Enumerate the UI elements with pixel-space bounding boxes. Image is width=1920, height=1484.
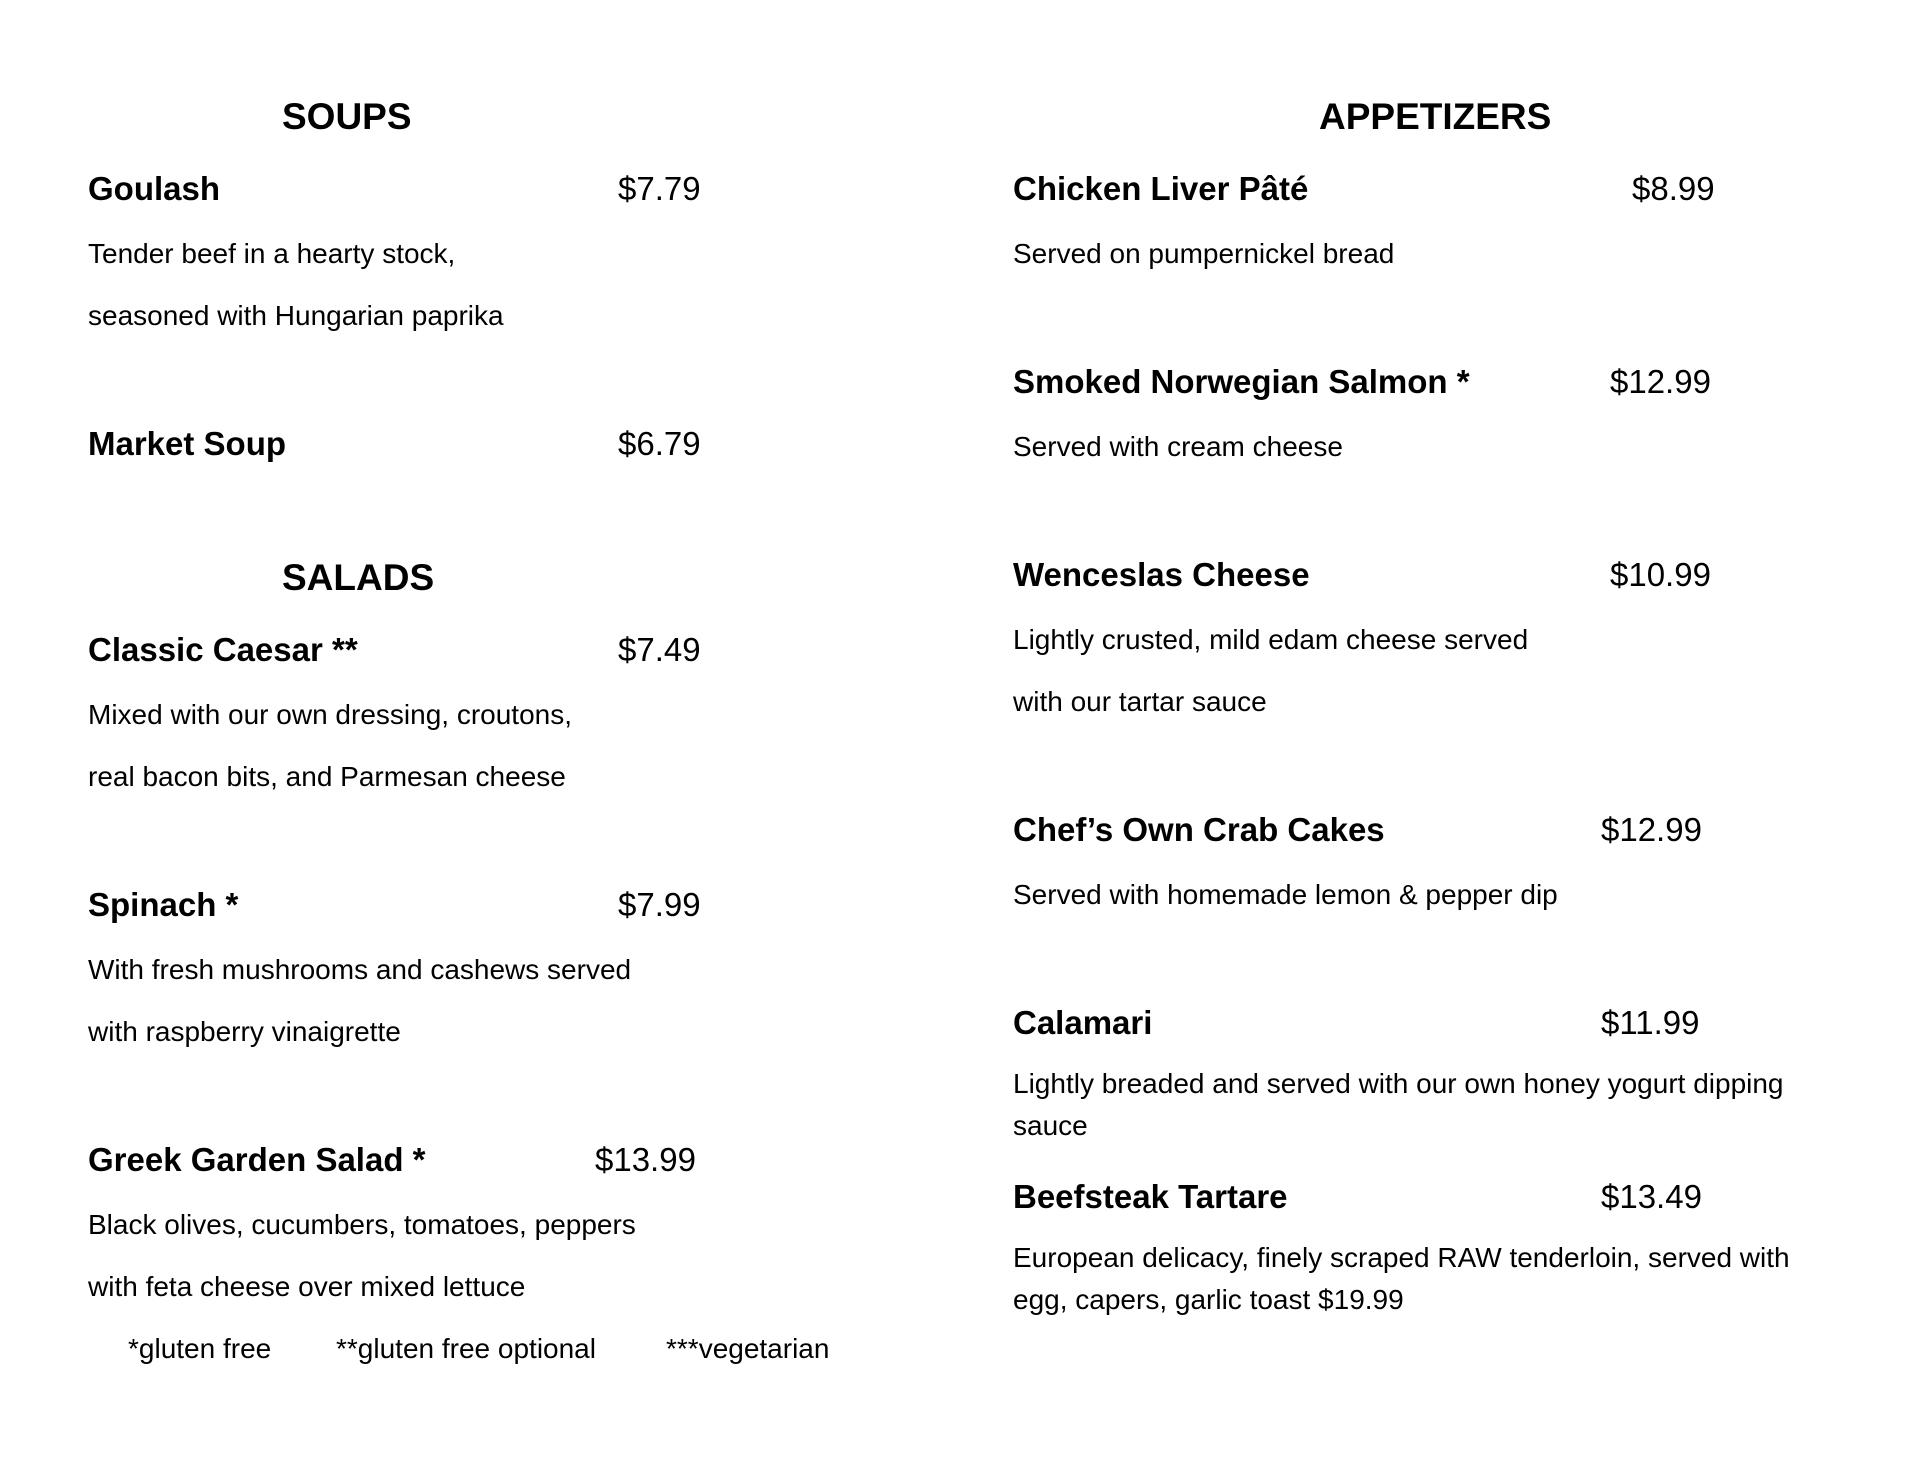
appetizers-heading: APPETIZERS bbox=[1319, 96, 1552, 137]
menu-item-name: Spinach * bbox=[88, 886, 239, 923]
menu-item-price: $12.99 bbox=[1610, 363, 1711, 400]
menu-item-name: Wenceslas Cheese bbox=[1013, 556, 1310, 593]
legend-vegetarian: ***vegetarian bbox=[666, 1333, 830, 1364]
menu-item-description: real bacon bits, and Parmesan cheese bbox=[88, 761, 566, 792]
menu-item-description: Mixed with our own dressing, croutons, bbox=[88, 699, 572, 730]
menu-item-description: Served on pumpernickel bread bbox=[1013, 238, 1395, 269]
menu-item-description: Black olives, cucumbers, tomatoes, peppers bbox=[88, 1209, 636, 1240]
menu-item-name: Goulash bbox=[88, 170, 221, 207]
menu-item-name: Beefsteak Tartare bbox=[1013, 1178, 1288, 1215]
menu-item-price: $13.49 bbox=[1601, 1178, 1702, 1215]
menu-item-name: Market Soup bbox=[88, 425, 287, 462]
salads-heading: SALADS bbox=[282, 557, 435, 598]
menu-item-name: Calamari bbox=[1013, 1004, 1153, 1041]
menu-item-price: $7.99 bbox=[618, 886, 701, 923]
menu-item-name: Greek Garden Salad * bbox=[88, 1141, 426, 1178]
menu-item-description: Tender beef in a hearty stock, bbox=[88, 238, 456, 269]
menu-item-description: With fresh mushrooms and cashews served bbox=[88, 954, 632, 985]
menu-item-description: with our tartar sauce bbox=[1013, 686, 1267, 717]
legend-gluten-free: *gluten free bbox=[128, 1333, 272, 1364]
menu-item-name: Chicken Liver Pâté bbox=[1013, 170, 1309, 207]
menu-item-price: $13.99 bbox=[595, 1141, 696, 1178]
legend-gluten-free-optional: **gluten free optional bbox=[336, 1333, 596, 1364]
menu-item-description: seasoned with Hungarian paprika bbox=[88, 300, 504, 331]
menu-item-price: $12.99 bbox=[1601, 811, 1702, 848]
menu-item-description: Served with homemade lemon & pepper dip bbox=[1013, 879, 1558, 910]
menu-item-price: $7.49 bbox=[618, 631, 701, 668]
menu-item-description: Lightly breaded and served with our own honey yogurt dipping sauce bbox=[1013, 1068, 1784, 1141]
menu-item-name: Smoked Norwegian Salmon * bbox=[1013, 363, 1470, 400]
soups-heading: SOUPS bbox=[282, 96, 412, 137]
menu-item-price: $8.99 bbox=[1632, 170, 1715, 207]
menu-item-name: Chef’s Own Crab Cakes bbox=[1013, 811, 1385, 848]
menu-item-description: Lightly crusted, mild edam cheese served bbox=[1013, 624, 1529, 655]
menu-item-description: with feta cheese over mixed lettuce bbox=[88, 1271, 526, 1302]
menu-item-description: European delicacy, finely scraped RAW tenderloin, served with egg, capers, garlic toast $19.99 bbox=[1013, 1242, 1790, 1315]
menu-item-price: $7.79 bbox=[618, 170, 701, 207]
menu-item-price: $11.99 bbox=[1601, 1004, 1700, 1041]
menu-item-price: $10.99 bbox=[1610, 556, 1711, 593]
menu-item-name: Classic Caesar ** bbox=[88, 631, 358, 668]
menu-item-description: with raspberry vinaigrette bbox=[88, 1016, 401, 1047]
menu-item-price: $6.79 bbox=[618, 425, 701, 462]
menu-item-description: Served with cream cheese bbox=[1013, 431, 1343, 462]
